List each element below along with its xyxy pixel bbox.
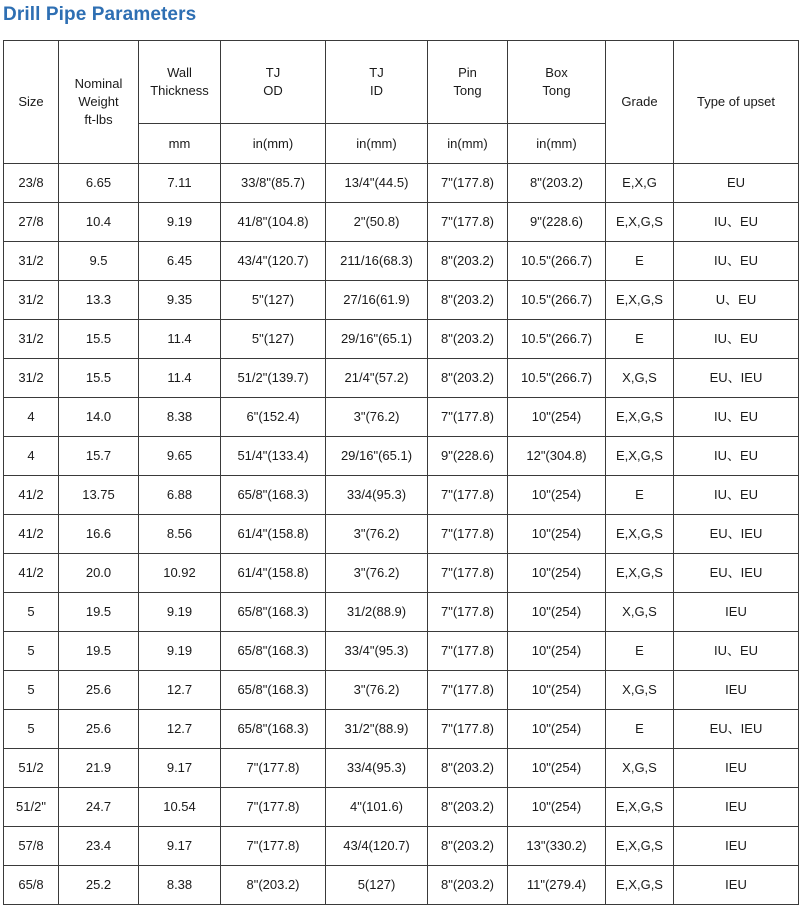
- cell-pin-tong: 8"(203.2): [428, 866, 508, 905]
- cell-box-tong: 10"(254): [508, 554, 606, 593]
- cell-upset: EU: [674, 164, 799, 203]
- cell-weight: 20.0: [59, 554, 139, 593]
- cell-tj-od: 65/8"(168.3): [221, 710, 326, 749]
- cell-grade: E: [606, 710, 674, 749]
- cell-pin-tong: 7"(177.8): [428, 710, 508, 749]
- cell-upset: IU、EU: [674, 632, 799, 671]
- header-tj-id: [326, 41, 428, 124]
- cell-grade: E,X,G,S: [606, 515, 674, 554]
- cell-size: 5: [4, 710, 59, 749]
- cell-weight: 14.0: [59, 398, 139, 437]
- cell-tj-od: 5"(127): [221, 320, 326, 359]
- table-row: [4, 437, 799, 476]
- cell-upset: IU、EU: [674, 242, 799, 281]
- header-type-of-upset: Type of upset: [674, 41, 799, 164]
- cell-weight: 10.4: [59, 203, 139, 242]
- table-row: [4, 242, 799, 281]
- cell-upset: IEU: [674, 593, 799, 632]
- header-size: Size: [4, 41, 59, 164]
- cell-size: 51/2: [4, 749, 59, 788]
- cell-grade: X,G,S: [606, 593, 674, 632]
- cell-upset: EU、IEU: [674, 710, 799, 749]
- unit-box-tong: in(mm): [508, 124, 606, 164]
- cell-size: 5: [4, 671, 59, 710]
- cell-grade: E,X,G,S: [606, 398, 674, 437]
- table-row: [4, 671, 799, 710]
- header-tjod-line1: TJ: [265, 65, 281, 80]
- cell-weight: 19.5: [59, 632, 139, 671]
- cell-pin-tong: 8"(203.2): [428, 749, 508, 788]
- cell-tj-od: 61/4"(158.8): [221, 515, 326, 554]
- cell-weight: 13.75: [59, 476, 139, 515]
- cell-tj-od: 51/4"(133.4): [221, 437, 326, 476]
- cell-pin-tong: 7"(177.8): [428, 203, 508, 242]
- cell-wall: 10.92: [139, 554, 221, 593]
- header-box-tong: [508, 41, 606, 124]
- cell-box-tong: 10.5"(266.7): [508, 281, 606, 320]
- table-row: [4, 632, 799, 671]
- cell-size: 57/8: [4, 827, 59, 866]
- cell-weight: 15.5: [59, 359, 139, 398]
- cell-weight: 9.5: [59, 242, 139, 281]
- cell-size: 65/8: [4, 866, 59, 905]
- cell-weight: 15.5: [59, 320, 139, 359]
- table-row: [4, 164, 799, 203]
- cell-size: 41/2: [4, 554, 59, 593]
- cell-wall: 8.56: [139, 515, 221, 554]
- cell-wall: 7.11: [139, 164, 221, 203]
- cell-size: 51/2": [4, 788, 59, 827]
- cell-grade: E,X,G,S: [606, 281, 674, 320]
- cell-size: 31/2: [4, 281, 59, 320]
- cell-tj-id: 33/4(95.3): [326, 749, 428, 788]
- cell-grade: E,X,G,S: [606, 437, 674, 476]
- cell-box-tong: 13"(330.2): [508, 827, 606, 866]
- cell-tj-id: 3"(76.2): [326, 554, 428, 593]
- cell-weight: 23.4: [59, 827, 139, 866]
- cell-wall: 9.19: [139, 593, 221, 632]
- cell-box-tong: 9"(228.6): [508, 203, 606, 242]
- header-box-line2: Tong: [542, 83, 571, 98]
- cell-wall: 8.38: [139, 398, 221, 437]
- cell-wall: 9.65: [139, 437, 221, 476]
- cell-wall: 9.35: [139, 281, 221, 320]
- cell-grade: E,X,G,S: [606, 788, 674, 827]
- cell-tj-id: 27/16(61.9): [326, 281, 428, 320]
- cell-tj-id: 4"(101.6): [326, 788, 428, 827]
- cell-upset: IU、EU: [674, 476, 799, 515]
- cell-tj-id: 13/4"(44.5): [326, 164, 428, 203]
- table-row: [4, 749, 799, 788]
- table-row: [4, 359, 799, 398]
- cell-weight: 16.6: [59, 515, 139, 554]
- header-pin-line1: Pin: [458, 65, 477, 80]
- cell-tj-od: 7"(177.8): [221, 788, 326, 827]
- cell-grade: E: [606, 476, 674, 515]
- cell-upset: IEU: [674, 788, 799, 827]
- cell-weight: 6.65: [59, 164, 139, 203]
- cell-size: 27/8: [4, 203, 59, 242]
- cell-tj-id: 3"(76.2): [326, 515, 428, 554]
- cell-weight: 13.3: [59, 281, 139, 320]
- cell-tj-od: 7"(177.8): [221, 827, 326, 866]
- cell-pin-tong: 7"(177.8): [428, 164, 508, 203]
- cell-box-tong: 10"(254): [508, 515, 606, 554]
- cell-tj-od: 61/4"(158.8): [221, 554, 326, 593]
- cell-tj-id: 33/4"(95.3): [326, 632, 428, 671]
- cell-pin-tong: 8"(203.2): [428, 788, 508, 827]
- cell-wall: 9.17: [139, 749, 221, 788]
- cell-grade: E: [606, 320, 674, 359]
- cell-tj-id: 29/16"(65.1): [326, 320, 428, 359]
- header-wall-line2: Thickness: [150, 83, 209, 98]
- cell-wall: 12.7: [139, 710, 221, 749]
- cell-box-tong: 10.5"(266.7): [508, 359, 606, 398]
- drill-pipe-table: [3, 40, 799, 905]
- cell-wall: 9.17: [139, 827, 221, 866]
- cell-pin-tong: 7"(177.8): [428, 554, 508, 593]
- cell-size: 31/2: [4, 320, 59, 359]
- cell-size: 31/2: [4, 242, 59, 281]
- cell-tj-id: 31/2(88.9): [326, 593, 428, 632]
- cell-tj-od: 33/8"(85.7): [221, 164, 326, 203]
- cell-box-tong: 10"(254): [508, 710, 606, 749]
- cell-grade: E,X,G,S: [606, 827, 674, 866]
- cell-weight: 19.5: [59, 593, 139, 632]
- cell-grade: E,X,G,S: [606, 203, 674, 242]
- cell-tj-od: 65/8"(168.3): [221, 593, 326, 632]
- cell-box-tong: 10"(254): [508, 632, 606, 671]
- header-wall-line1: Wall: [167, 65, 192, 80]
- cell-tj-id: 43/4(120.7): [326, 827, 428, 866]
- cell-pin-tong: 8"(203.2): [428, 359, 508, 398]
- header-nominal-weight-line3: ft-lbs: [84, 112, 113, 127]
- cell-tj-od: 5"(127): [221, 281, 326, 320]
- table-row: [4, 515, 799, 554]
- cell-pin-tong: 8"(203.2): [428, 827, 508, 866]
- cell-size: 41/2: [4, 515, 59, 554]
- cell-upset: EU、IEU: [674, 359, 799, 398]
- table-row: [4, 476, 799, 515]
- cell-wall: 6.45: [139, 242, 221, 281]
- cell-size: 5: [4, 632, 59, 671]
- table-row: [4, 281, 799, 320]
- cell-size: 31/2: [4, 359, 59, 398]
- cell-upset: EU、IEU: [674, 515, 799, 554]
- cell-wall: 12.7: [139, 671, 221, 710]
- cell-tj-id: 3"(76.2): [326, 398, 428, 437]
- cell-tj-id: 29/16"(65.1): [326, 437, 428, 476]
- cell-tj-id: 5(127): [326, 866, 428, 905]
- cell-weight: 25.6: [59, 671, 139, 710]
- cell-pin-tong: 7"(177.8): [428, 593, 508, 632]
- header-nominal-weight: [59, 41, 139, 164]
- cell-tj-od: 65/8"(168.3): [221, 632, 326, 671]
- cell-size: 5: [4, 593, 59, 632]
- cell-tj-od: 6"(152.4): [221, 398, 326, 437]
- cell-tj-od: 65/8"(168.3): [221, 671, 326, 710]
- cell-wall: 8.38: [139, 866, 221, 905]
- header-tj-od: [221, 41, 326, 124]
- table-row: [4, 710, 799, 749]
- cell-upset: IU、EU: [674, 203, 799, 242]
- cell-pin-tong: 7"(177.8): [428, 671, 508, 710]
- cell-upset: U、EU: [674, 281, 799, 320]
- cell-grade: X,G,S: [606, 749, 674, 788]
- cell-grade: E,X,G: [606, 164, 674, 203]
- header-nominal-weight-line2: Weight: [78, 94, 119, 109]
- cell-grade: E: [606, 242, 674, 281]
- cell-wall: 6.88: [139, 476, 221, 515]
- cell-tj-id: 31/2"(88.9): [326, 710, 428, 749]
- cell-tj-od: 51/2"(139.7): [221, 359, 326, 398]
- cell-tj-id: 21/4"(57.2): [326, 359, 428, 398]
- unit-pin-tong: in(mm): [428, 124, 508, 164]
- unit-wall: mm: [139, 124, 221, 164]
- cell-tj-od: 43/4"(120.7): [221, 242, 326, 281]
- header-tjod-line2: OD: [263, 83, 283, 98]
- cell-grade: X,G,S: [606, 671, 674, 710]
- cell-size: 4: [4, 437, 59, 476]
- cell-wall: 10.54: [139, 788, 221, 827]
- cell-pin-tong: 8"(203.2): [428, 242, 508, 281]
- cell-tj-id: 2"(50.8): [326, 203, 428, 242]
- cell-weight: 21.9: [59, 749, 139, 788]
- cell-wall: 9.19: [139, 203, 221, 242]
- cell-pin-tong: 7"(177.8): [428, 476, 508, 515]
- cell-size: 23/8: [4, 164, 59, 203]
- cell-upset: IEU: [674, 866, 799, 905]
- table-row: [4, 554, 799, 593]
- cell-upset: IU、EU: [674, 398, 799, 437]
- cell-upset: EU、IEU: [674, 554, 799, 593]
- cell-wall: 9.19: [139, 632, 221, 671]
- cell-tj-id: 3"(76.2): [326, 671, 428, 710]
- cell-size: 4: [4, 398, 59, 437]
- cell-box-tong: 11"(279.4): [508, 866, 606, 905]
- header-tjid-line1: TJ: [369, 65, 384, 80]
- table-row: [4, 203, 799, 242]
- cell-box-tong: 10"(254): [508, 671, 606, 710]
- page-title: Drill Pipe Parameters: [3, 4, 197, 25]
- header-tjid-line2: ID: [370, 83, 383, 98]
- cell-wall: 11.4: [139, 359, 221, 398]
- cell-wall: 11.4: [139, 320, 221, 359]
- cell-tj-od: 41/8"(104.8): [221, 203, 326, 242]
- cell-box-tong: 10"(254): [508, 476, 606, 515]
- table-row: [4, 866, 799, 905]
- cell-box-tong: 8"(203.2): [508, 164, 606, 203]
- cell-weight: 25.6: [59, 710, 139, 749]
- header-grade: Grade: [606, 41, 674, 164]
- table-row: [4, 398, 799, 437]
- cell-pin-tong: 7"(177.8): [428, 398, 508, 437]
- cell-box-tong: 10.5"(266.7): [508, 320, 606, 359]
- cell-box-tong: 12"(304.8): [508, 437, 606, 476]
- cell-upset: IEU: [674, 749, 799, 788]
- table-row: [4, 320, 799, 359]
- unit-tj-id: in(mm): [326, 124, 428, 164]
- cell-tj-od: 65/8"(168.3): [221, 476, 326, 515]
- cell-pin-tong: 7"(177.8): [428, 515, 508, 554]
- cell-pin-tong: 7"(177.8): [428, 632, 508, 671]
- cell-upset: IEU: [674, 827, 799, 866]
- table-row: [4, 788, 799, 827]
- cell-upset: IU、EU: [674, 437, 799, 476]
- cell-grade: E,X,G,S: [606, 866, 674, 905]
- cell-grade: E: [606, 632, 674, 671]
- header-pin-line2: Tong: [453, 83, 482, 98]
- cell-pin-tong: 9"(228.6): [428, 437, 508, 476]
- cell-pin-tong: 8"(203.2): [428, 320, 508, 359]
- cell-box-tong: 10"(254): [508, 749, 606, 788]
- cell-grade: X,G,S: [606, 359, 674, 398]
- header-wall-thickness: [139, 41, 221, 124]
- cell-tj-id: 211/16(68.3): [326, 242, 428, 281]
- unit-tj-od: in(mm): [221, 124, 326, 164]
- cell-tj-od: 8"(203.2): [221, 866, 326, 905]
- header-box-line1: Box: [545, 65, 568, 80]
- cell-box-tong: 10"(254): [508, 788, 606, 827]
- cell-box-tong: 10.5"(266.7): [508, 242, 606, 281]
- cell-tj-id: 33/4(95.3): [326, 476, 428, 515]
- cell-weight: 15.7: [59, 437, 139, 476]
- cell-weight: 25.2: [59, 866, 139, 905]
- cell-pin-tong: 8"(203.2): [428, 281, 508, 320]
- cell-box-tong: 10"(254): [508, 398, 606, 437]
- cell-tj-od: 7"(177.8): [221, 749, 326, 788]
- cell-upset: IEU: [674, 671, 799, 710]
- cell-box-tong: 10"(254): [508, 593, 606, 632]
- cell-upset: IU、EU: [674, 320, 799, 359]
- header-pin-tong: [428, 41, 508, 124]
- table-row: [4, 827, 799, 866]
- cell-size: 41/2: [4, 476, 59, 515]
- table-row: [4, 593, 799, 632]
- cell-grade: E,X,G,S: [606, 554, 674, 593]
- header-nominal-weight-line1: Nominal: [74, 76, 123, 91]
- cell-weight: 24.7: [59, 788, 139, 827]
